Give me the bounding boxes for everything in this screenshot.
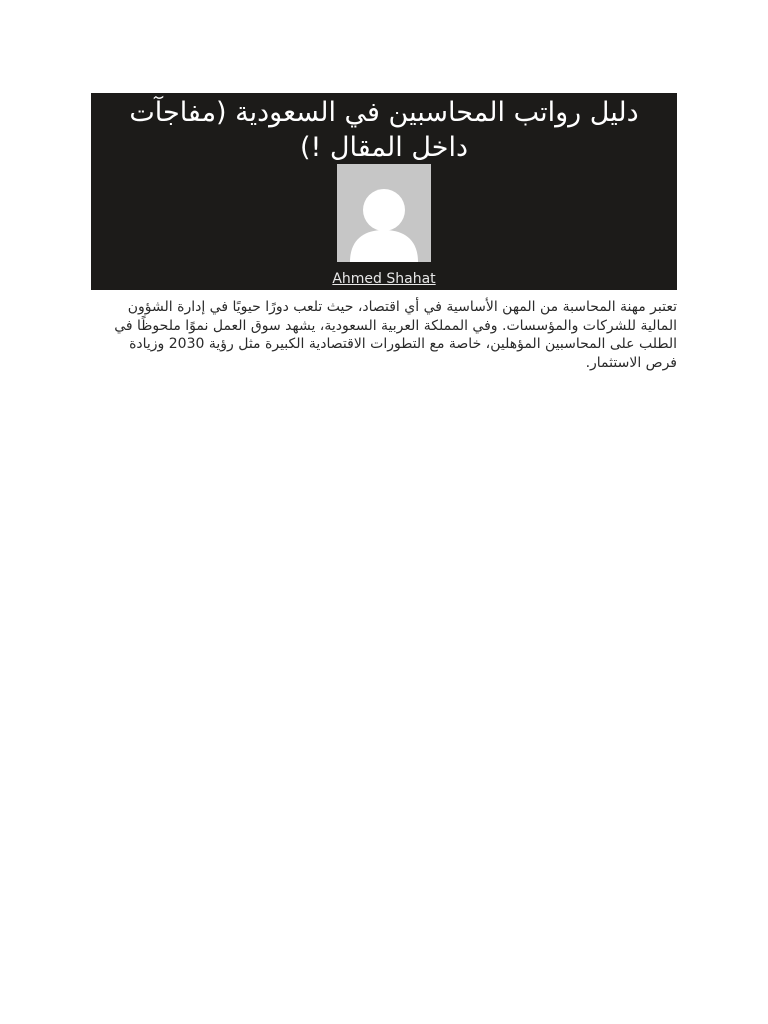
article: [91, 93, 677, 372]
author-byline: [91, 271, 677, 288]
author-avatar[interactable]: [337, 164, 431, 262]
article-header: [91, 93, 677, 290]
author-link[interactable]: Ahmed Shahat: [332, 271, 436, 287]
article-intro: تعتبر مهنة المحاسبة من المهن الأساسية في أي اقتصاد، حيث تلعب دورًا حيويًا في إدارة الشؤون المالية للشركات والمؤسسات. وفي المملكة العربية السعودية، يشهد سوق العمل نموًا ملحوظًا في الطلب على المحاسبين المؤهلين، خاصة مع التطورات الاقتصادية الكبيرة مثل رؤية 2030 وزيادة فرص الاستثمار.: [114, 299, 677, 371]
article-title: دليل رواتب المحاسبين في السعودية (مفاجآت داخل المقال !): [129, 97, 639, 163]
default-person-icon: [337, 164, 431, 262]
